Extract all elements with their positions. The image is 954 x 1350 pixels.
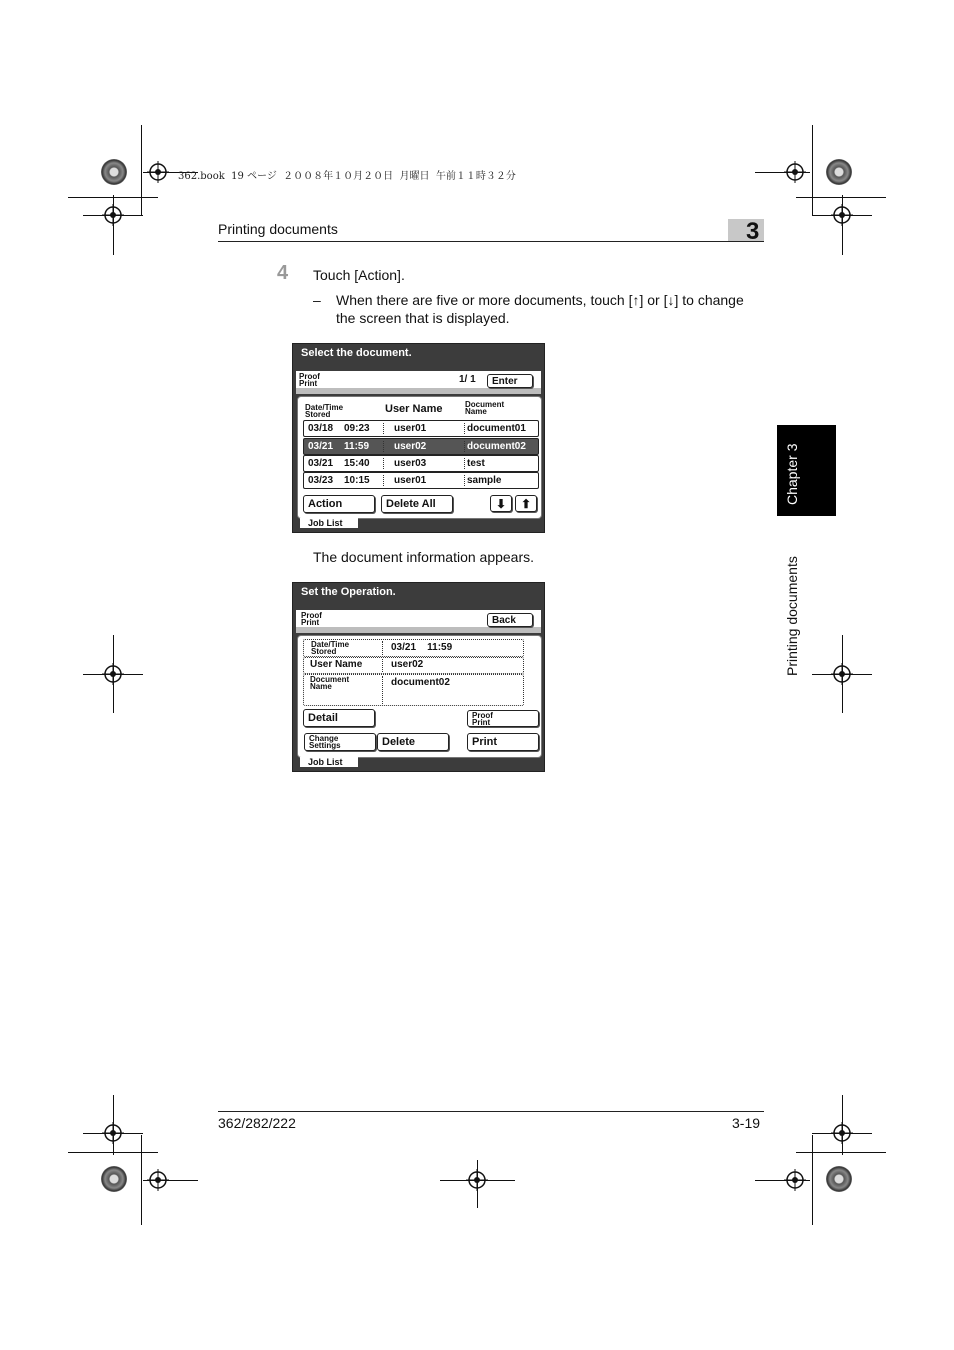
registration-target-icon — [831, 1122, 853, 1144]
bullet-dash: – — [313, 292, 321, 308]
row-document: document01 — [467, 423, 526, 434]
toolbar-divider — [296, 388, 541, 394]
delete-button[interactable]: Delete — [377, 733, 449, 751]
column-header-date: Date/Time Stored — [305, 403, 344, 419]
column-header-document: Document Name — [465, 400, 505, 416]
proof-print-button[interactable]: Proof Print — [467, 710, 539, 727]
screen-title: Set the Operation. — [301, 586, 396, 598]
document-value: document02 — [391, 677, 450, 688]
row-date: 03/18 — [308, 423, 334, 434]
row-date: 03/21 — [308, 458, 334, 469]
registration-target-icon — [831, 663, 853, 685]
separator — [383, 423, 384, 434]
row-time: 09:23 — [344, 423, 370, 434]
job-list-tab[interactable]: Job List — [300, 757, 358, 767]
row-user: user01 — [394, 475, 427, 486]
document-row[interactable] — [303, 455, 539, 472]
job-list-tab[interactable]: Job List — [300, 518, 358, 528]
registration-target-icon — [147, 1169, 169, 1191]
print-job-header: 362.book 19 ページ ２００８年１０月２０日 月曜日 午前１１時３２分 — [178, 171, 516, 182]
row-user: user02 — [394, 441, 427, 452]
separator — [383, 475, 384, 486]
document-row[interactable] — [303, 420, 539, 437]
bullet-line-2: the screen that is displayed. — [336, 310, 510, 326]
row-document: document02 — [467, 441, 526, 452]
registration-target-icon — [784, 1169, 806, 1191]
registration-target-icon — [831, 204, 853, 226]
footer-model: 362/282/222 — [218, 1115, 296, 1131]
user-label: User Name — [310, 659, 363, 670]
separator — [382, 676, 383, 704]
header-rule — [218, 241, 764, 242]
registration-target-icon — [466, 1169, 488, 1191]
row-document: test — [467, 458, 485, 469]
separator — [464, 458, 465, 469]
arrow-down-icon: ⬇ — [495, 496, 507, 511]
action-button[interactable]: Action — [303, 495, 375, 513]
document-row[interactable] — [303, 438, 539, 455]
page-counter: 1/ 1 — [459, 374, 476, 385]
chapter-number: 3 — [746, 218, 760, 245]
separator — [464, 475, 465, 486]
screen-set-operation — [292, 582, 545, 772]
arrow-up-icon: ⬆ — [520, 496, 532, 511]
back-button[interactable]: Back — [487, 613, 533, 627]
row-time: 10:15 — [344, 475, 370, 486]
row-time: 15:40 — [344, 458, 370, 469]
color-wheel-icon — [101, 1166, 127, 1192]
separator — [383, 441, 384, 452]
registration-target-icon — [784, 161, 806, 183]
row-user: user03 — [394, 458, 427, 469]
registration-target-icon — [147, 161, 169, 183]
registration-target-icon — [102, 204, 124, 226]
footer-rule — [218, 1111, 764, 1112]
color-wheel-icon — [101, 159, 127, 185]
scroll-down-button[interactable] — [490, 495, 512, 512]
row-user: user01 — [394, 423, 427, 434]
row-document: sample — [467, 475, 502, 486]
section-side-label: Printing documents — [784, 556, 800, 676]
separator — [382, 659, 383, 672]
separator — [464, 423, 465, 434]
separator — [464, 441, 465, 452]
toolbar-divider — [296, 627, 541, 633]
document-row[interactable] — [303, 472, 539, 489]
proof-print-label: Proof Print — [299, 372, 320, 388]
print-button[interactable]: Print — [467, 733, 539, 751]
proof-print-label: Proof Print — [301, 611, 322, 627]
caption-text: The document information appears. — [313, 549, 535, 565]
color-wheel-icon — [826, 1166, 852, 1192]
row-date: 03/21 — [308, 441, 334, 452]
page-header-title: Printing documents — [218, 221, 338, 237]
date-value: 03/21 11:59 — [391, 642, 453, 653]
detail-button[interactable]: Detail — [303, 709, 375, 727]
user-value: user02 — [391, 659, 424, 670]
change-settings-button[interactable]: Change Settings — [304, 733, 376, 751]
separator — [383, 458, 384, 469]
row-time: 11:59 — [344, 441, 370, 452]
separator — [382, 641, 383, 655]
screen-title: Select the document. — [301, 347, 412, 359]
delete-all-button[interactable]: Delete All — [381, 495, 453, 513]
column-header-user: User Name — [385, 403, 443, 415]
bullet-line-1: When there are five or more documents, touch [↑] or [↓] to change — [336, 292, 744, 308]
footer-page-number: 3-19 — [732, 1115, 761, 1131]
registration-target-icon — [102, 663, 124, 685]
scroll-up-button[interactable] — [515, 495, 537, 512]
color-wheel-icon — [826, 159, 852, 185]
step-instruction: Touch [Action]. — [313, 267, 405, 283]
screen-select-document — [292, 343, 545, 533]
enter-button[interactable]: Enter — [487, 374, 533, 388]
date-label: Date/Time Stored — [311, 640, 350, 656]
row-date: 03/23 — [308, 475, 334, 486]
registration-target-icon — [102, 1122, 124, 1144]
step-number: 4 — [277, 262, 289, 284]
document-label: Document Name — [310, 675, 350, 691]
chapter-side-label: Chapter 3 — [784, 443, 800, 505]
